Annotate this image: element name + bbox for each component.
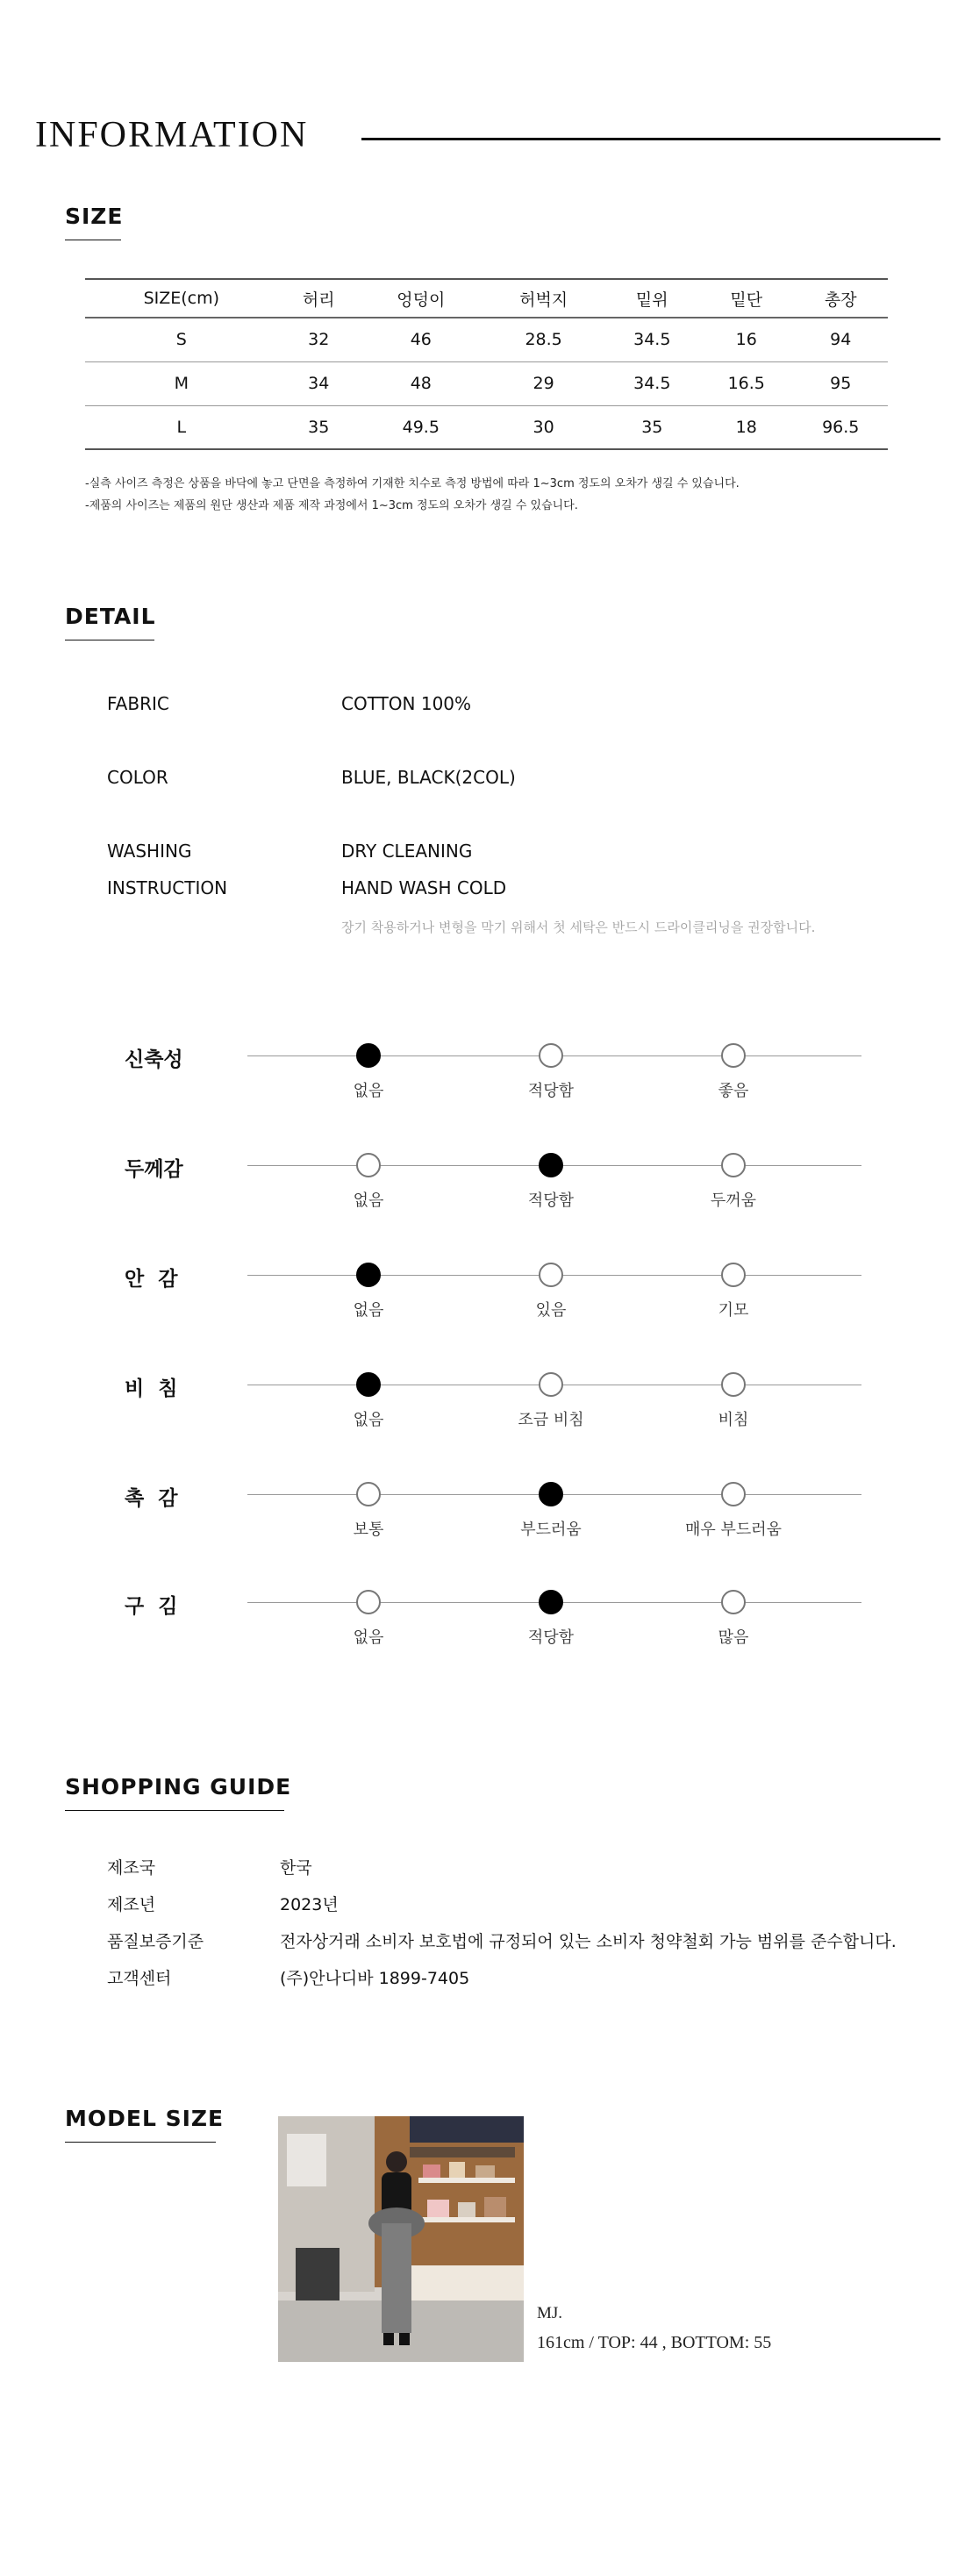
rating-option-label: 조금 비침 — [518, 1411, 584, 1429]
table-cell: 48 — [360, 361, 482, 405]
table-cell: 94 — [830, 330, 852, 350]
size-heading: SIZE — [65, 204, 124, 229]
column-header: 밑단 — [699, 279, 793, 318]
rating-dot-selected — [356, 1043, 381, 1068]
rating-dot — [539, 1263, 563, 1287]
model-stats: 161cm / TOP: 44 , BOTTOM: 55 — [537, 2333, 772, 2352]
rating-dot-selected — [539, 1482, 563, 1506]
rating-option-label: 두꺼움 — [710, 1191, 757, 1210]
table-cell: 46 — [410, 330, 432, 350]
rating-option-label: 많음 — [718, 1628, 749, 1647]
rating-dot — [539, 1043, 563, 1068]
model-photo — [278, 2116, 524, 2362]
rating-option-label: 없음 — [353, 1301, 384, 1320]
rating-option-label: 없음 — [353, 1082, 384, 1100]
rating-label: 안 감 — [125, 1268, 178, 1291]
table-cell: 28.5 — [525, 330, 562, 350]
table-cell: 32 — [308, 330, 330, 350]
table-cell: M — [85, 361, 278, 405]
rating-dot — [356, 1590, 381, 1614]
rating-label: 촉 감 — [125, 1487, 178, 1510]
rating-label: 신축성 — [125, 1048, 183, 1071]
rating-dot — [721, 1590, 746, 1614]
table-cell: 49.5 — [360, 405, 482, 449]
rating-label: 비 침 — [125, 1377, 178, 1400]
instruction-value: HAND WASH COLD — [341, 877, 507, 898]
column-header: 허리 — [278, 279, 360, 318]
table-cell: 35 — [605, 405, 699, 449]
rating-dot — [721, 1482, 746, 1506]
rating-label: 두께감 — [125, 1158, 183, 1181]
rating-option-label: 없음 — [353, 1411, 384, 1429]
fabric-value: COTTON 100% — [341, 693, 472, 714]
table-cell: 34 — [278, 361, 360, 405]
table-cell: L — [85, 405, 278, 449]
model-size-heading: MODEL SIZE — [65, 2106, 225, 2131]
rating-dot — [356, 1482, 381, 1506]
table-cell: 34.5 — [605, 361, 699, 405]
guide-label: 제조국 — [107, 1858, 156, 1878]
rating-dot — [721, 1372, 746, 1397]
rating-dot — [721, 1043, 746, 1068]
guide-label: 제조년 — [107, 1895, 156, 1914]
rating-dot-selected — [539, 1590, 563, 1614]
detail-heading: DETAIL — [65, 604, 156, 629]
rating-dot — [721, 1263, 746, 1287]
rating-option-label: 매우 부드러움 — [684, 1521, 783, 1539]
rating-dot-selected — [539, 1153, 563, 1177]
column-header: 총장 — [793, 279, 888, 318]
rating-option-label: 좋음 — [718, 1082, 749, 1100]
rating-option-label: 비침 — [718, 1411, 749, 1429]
guide-value: 한국 — [280, 1858, 312, 1878]
washing-label: WASHING — [107, 841, 192, 862]
guide-label: 품질보증기준 — [107, 1932, 204, 1951]
color-value: BLUE, BLACK(2COL) — [341, 767, 516, 788]
guide-value: (주)안나디바 1899-7405 — [280, 1969, 470, 1988]
instruction-note: 장기 착용하거나 변형을 막기 위해서 첫 세탁은 반드시 드라이클리닝을 권장합니다. — [341, 919, 816, 935]
column-header: 밑위 — [605, 279, 699, 318]
shopping-guide-heading: SHOPPING GUIDE — [65, 1774, 292, 1800]
column-header: SIZE(cm) — [85, 279, 278, 318]
size-note: -제품의 사이즈는 제품의 원단 생산과 제품 제작 과정에서 1~3cm 정도의 오차가 생길 수 있습니다. — [85, 499, 578, 512]
column-header: 엉덩이 — [360, 279, 482, 318]
rating-dot — [721, 1153, 746, 1177]
guide-value: 전자상거래 소비자 보호법에 규정되어 있는 소비자 청약철회 가능 범위를 준수합니다. — [280, 1932, 897, 1951]
table-row — [85, 405, 888, 449]
washing-value: DRY CLEANING — [341, 841, 473, 862]
rating-option-label: 부드러움 — [520, 1521, 582, 1539]
rating-option-label: 없음 — [353, 1628, 384, 1647]
table-cell: 35 — [278, 405, 360, 449]
size-note: -실측 사이즈 측정은 상품을 바닥에 놓고 단면을 측정하여 기재한 치수로 측정 방법에 따라 1~3cm 정도의 오차가 생길 수 있습니다. — [85, 477, 740, 490]
rating-option-label: 보통 — [353, 1521, 384, 1539]
color-label: COLOR — [107, 767, 168, 788]
table-cell: S — [175, 330, 187, 350]
table-cell: 16.5 — [699, 361, 793, 405]
table-cell: 29 — [482, 361, 605, 405]
table-row — [85, 361, 888, 405]
table-cell: 96.5 — [793, 405, 888, 449]
instruction-label: INSTRUCTION — [107, 877, 228, 898]
size-table — [85, 278, 888, 450]
information-title: INFORMATION — [35, 115, 309, 155]
table-cell: 16 — [735, 330, 757, 350]
rating-option-label: 적당함 — [527, 1628, 575, 1647]
guide-label: 고객센터 — [107, 1969, 172, 1988]
title-divider — [361, 138, 940, 140]
rating-label: 구 김 — [125, 1595, 178, 1618]
rating-option-label: 없음 — [353, 1191, 384, 1210]
fabric-label: FABRIC — [107, 693, 169, 714]
column-header: 허벅지 — [482, 279, 605, 318]
rating-dot — [356, 1153, 381, 1177]
guide-value: 2023년 — [280, 1895, 339, 1914]
rating-option-label: 기모 — [718, 1301, 749, 1320]
table-cell: 18 — [699, 405, 793, 449]
rating-option-label: 적당함 — [527, 1191, 575, 1210]
table-cell: 34.5 — [633, 330, 671, 350]
table-row — [85, 318, 888, 361]
model-size-underline — [65, 2142, 216, 2143]
table-cell: 95 — [793, 361, 888, 405]
rating-option-label: 있음 — [535, 1301, 567, 1320]
rating-dot-selected — [356, 1372, 381, 1397]
rating-dot — [539, 1372, 563, 1397]
model-name: MJ. — [537, 2304, 563, 2322]
shopping-guide-underline — [65, 1810, 284, 1811]
rating-option-label: 적당함 — [527, 1082, 575, 1100]
table-cell: 30 — [482, 405, 605, 449]
rating-dot-selected — [356, 1263, 381, 1287]
size-table-header — [85, 279, 888, 318]
